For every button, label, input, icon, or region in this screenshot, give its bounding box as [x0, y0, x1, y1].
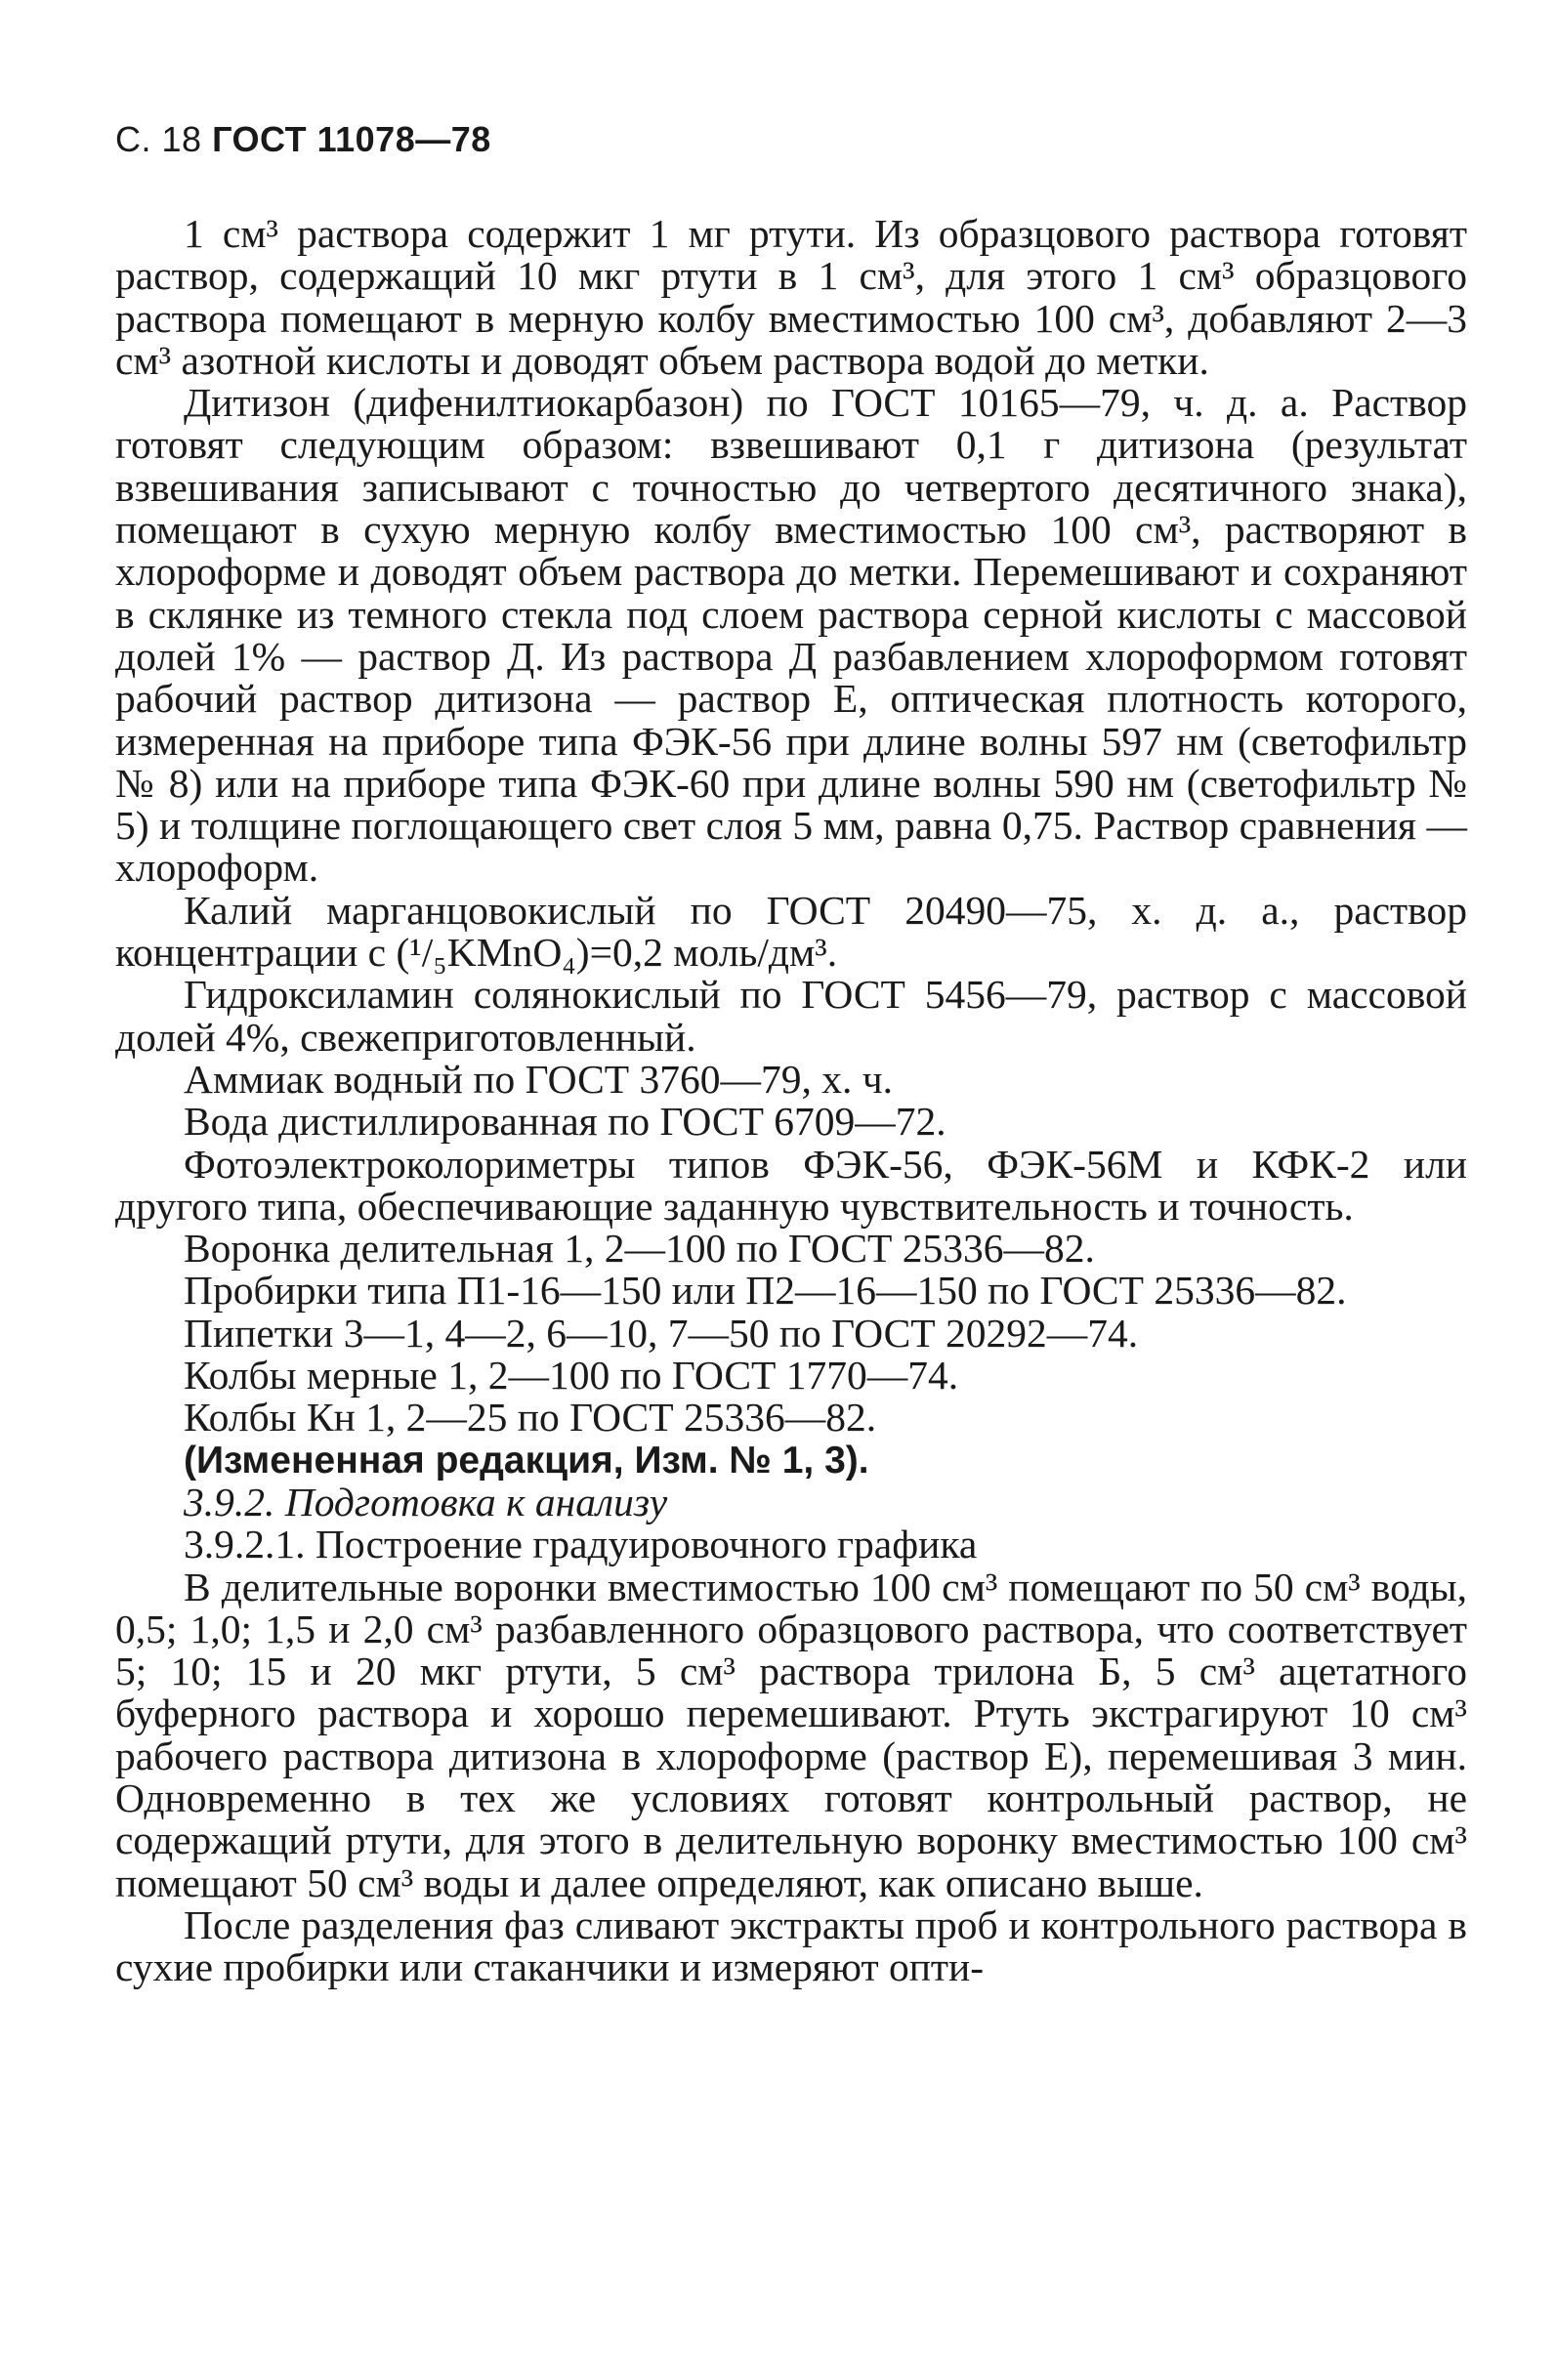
paragraph: Вода дистиллированная по ГОСТ 6709—72.	[184, 1099, 946, 1145]
paragraph: В делительные воронки вместимостью 100 см³ помещают по 50 см³ воды, 0,5; 1,0; 1,5 и 2,0 см³ разбавленного образцового раствора, что соответствует 5; 10; 15 и 20 мкг ртути, 5 см³ раствора трилона Б, 5 см³ ацетатного буферного раствора и хорошо перемешивают. Ртуть экстрагируют 10 см³ рабочего раствора дитизона в хлороформе (раствор Е), перемешивая 3 мин. Одновременно в тех же условиях готовят контрольный раствор, не содержащий ртути, для этого в делительную воронку вместимостью 100 см³ помещают 50 см³ воды и далее определяют, как описано выше.	[115, 1564, 1467, 1905]
page-header	[115, 119, 491, 160]
paragraph: Колбы мерные 1, 2—100 по ГОСТ 1770—74.	[184, 1353, 959, 1399]
paragraph: Дитизон (дифенилтиокарбазон) по ГОСТ 10165—79, ч. д. а. Раствор готовят следующим образом: взвешивают 0,1 г дитизона (результат взвешивания записывают с точностью до четвертого десятичного знака), помещают в сухую мерную колбу вместимостью 100 см³, растворяют в хлороформе и доводят объем раствора до метки. Перемешивают и сохраняют в склянке из темного стекла под слоем раствора серной кислоты с массовой долей 1% — раствор Д. Из раствора Д разбавлением хлороформом готовят рабочий раствор дитизона — раствор Е, оптическая плотность которого, измеренная на приборе типа ФЭК-56 при длине волны 597 нм (светофильтр № 8) или на приборе типа ФЭК-60 при длине волны 590 нм (светофильтр № 5) и толщине поглощающего свет слоя 5 мм, равна 0,75. Раствор сравнения — хлороформ.	[115, 380, 1467, 891]
paragraph: Калий марганцовокислый по ГОСТ 20490—75, х. д. а., раствор концентрации с (¹/₅KMnO₄)=0,2 моль/дм³.	[115, 887, 1467, 976]
paragraph: Пробирки типа П1-16—150 или П2—16—150 по ГОСТ 25336—82.	[184, 1268, 1347, 1314]
paragraph: Фотоэлектроколориметры типов ФЭК-56, ФЭК-56М и КФК-2 или другого типа, обеспечивающие заданную чувствительность и точность.	[115, 1141, 1467, 1229]
paragraph: Гидроксиламин солянокислый по ГОСТ 5456—79, раствор с массовой долей 4%, свежеприготовленный.	[115, 972, 1467, 1060]
paragraph: Аммиак водный по ГОСТ 3760—79, х. ч.	[184, 1056, 893, 1102]
page-number: С. 18	[115, 119, 202, 159]
paragraph: Колбы Кн 1, 2—25 по ГОСТ 25336—82.	[184, 1395, 877, 1441]
paragraph: Пипетки 3—1, 4—2, 6—10, 7—50 по ГОСТ 20292—74.	[184, 1310, 1139, 1356]
standard-title: ГОСТ 11078—78	[212, 119, 491, 159]
paragraph: После разделения фаз сливают экстракты проб и контрольного раствора в сухие пробирки или стаканчики и измеряют опти-	[115, 1901, 1467, 1990]
amendment-note: (Измененная редакция, Изм. № 1, 3).	[184, 1439, 869, 1482]
paragraph: 1 см³ раствора содержит 1 мг ртути. Из образцового раствора готовят раствор, содержащий 10 мкг ртути в 1 см³, для этого 1 см³ образцового раствора помещают в мерную колбу вместимостью 100 см³, добавляют 2—3 см³ азотной кислоты и доводят объем раствора водой до метки.	[115, 211, 1467, 383]
page-body	[115, 213, 1467, 1988]
subsection-heading: 3.9.2.1. Построение градуировочного графика	[184, 1522, 978, 1567]
paragraph: Воронка делительная 1, 2—100 по ГОСТ 25336—82.	[184, 1226, 1095, 1272]
section-heading: 3.9.2. Подготовка к анализу	[184, 1479, 668, 1524]
